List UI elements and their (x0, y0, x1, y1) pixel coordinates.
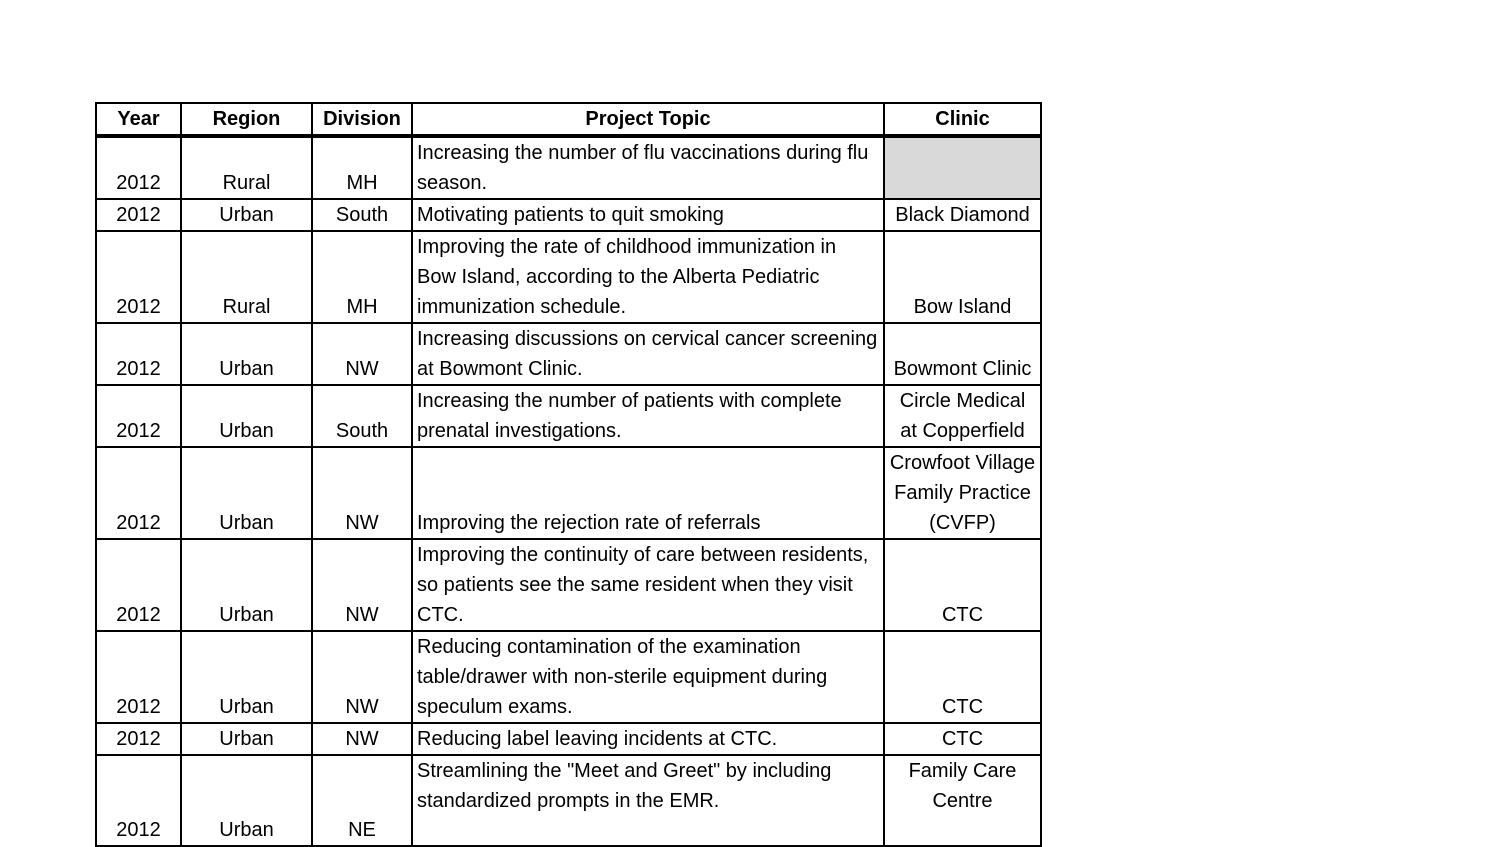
projects-table (95, 102, 1042, 847)
cell-clinic: Circle Medical at Copperfield (884, 385, 1041, 447)
cell-clinic: Bowmont Clinic (884, 323, 1041, 385)
cell-division: South (312, 199, 412, 231)
cell-region: Urban (181, 631, 312, 723)
cell-year: 2012 (96, 447, 181, 539)
header-region: Region (181, 103, 312, 136)
table-row (96, 631, 1041, 723)
cell-year: 2012 (96, 755, 181, 846)
cell-region: Urban (181, 323, 312, 385)
cell-clinic (884, 136, 1041, 199)
cell-clinic: CTC (884, 723, 1041, 755)
cell-clinic: Black Diamond (884, 199, 1041, 231)
table-row (96, 231, 1041, 323)
cell-year: 2012 (96, 323, 181, 385)
cell-clinic: CTC (884, 539, 1041, 631)
cell-topic: Reducing contamination of the examination table/drawer with non-sterile equipment during speculum exams. (412, 631, 884, 723)
cell-year: 2012 (96, 631, 181, 723)
cell-division: NW (312, 631, 412, 723)
cell-topic: Streamlining the "Meet and Greet" by including standardized prompts in the EMR. (412, 755, 884, 846)
cell-year: 2012 (96, 539, 181, 631)
cell-clinic: Bow Island (884, 231, 1041, 323)
cell-region: Rural (181, 231, 312, 323)
cell-region: Urban (181, 447, 312, 539)
table-row (96, 136, 1041, 199)
cell-division: NW (312, 723, 412, 755)
cell-region: Urban (181, 723, 312, 755)
table-row (96, 539, 1041, 631)
table-row (96, 385, 1041, 447)
cell-year: 2012 (96, 199, 181, 231)
table-row (96, 755, 1041, 846)
cell-topic: Increasing discussions on cervical cancer screening at Bowmont Clinic. (412, 323, 884, 385)
cell-year: 2012 (96, 723, 181, 755)
header-clinic: Clinic (884, 103, 1041, 136)
cell-topic: Improving the continuity of care between residents, so patients see the same resident when they visit CTC. (412, 539, 884, 631)
cell-topic: Increasing the number of patients with complete prenatal investigations. (412, 385, 884, 447)
cell-year: 2012 (96, 385, 181, 447)
cell-division: NW (312, 447, 412, 539)
table-row (96, 199, 1041, 231)
table-row (96, 723, 1041, 755)
cell-topic: Increasing the number of flu vaccinations during flu season. (412, 136, 884, 199)
cell-topic: Improving the rejection rate of referrals (412, 447, 884, 539)
header-year: Year (96, 103, 181, 136)
header-row (96, 103, 1041, 136)
cell-topic: Improving the rate of childhood immunization in Bow Island, according to the Alberta Pediatric immunization schedule. (412, 231, 884, 323)
cell-clinic: Family Care Centre (884, 755, 1041, 846)
cell-region: Urban (181, 385, 312, 447)
table-row (96, 323, 1041, 385)
cell-year: 2012 (96, 231, 181, 323)
cell-clinic: CTC (884, 631, 1041, 723)
cell-division: MH (312, 136, 412, 199)
cell-region: Rural (181, 136, 312, 199)
cell-region: Urban (181, 539, 312, 631)
table-row (96, 447, 1041, 539)
header-project-topic: Project Topic (412, 103, 884, 136)
cell-region: Urban (181, 199, 312, 231)
cell-topic: Reducing label leaving incidents at CTC. (412, 723, 884, 755)
cell-year: 2012 (96, 136, 181, 199)
cell-topic: Motivating patients to quit smoking (412, 199, 884, 231)
cell-division: NW (312, 539, 412, 631)
cell-region: Urban (181, 755, 312, 846)
cell-division: MH (312, 231, 412, 323)
cell-division: NE (312, 755, 412, 846)
header-division: Division (312, 103, 412, 136)
cell-division: South (312, 385, 412, 447)
cell-clinic: Crowfoot Village Family Practice (CVFP) (884, 447, 1041, 539)
cell-division: NW (312, 323, 412, 385)
